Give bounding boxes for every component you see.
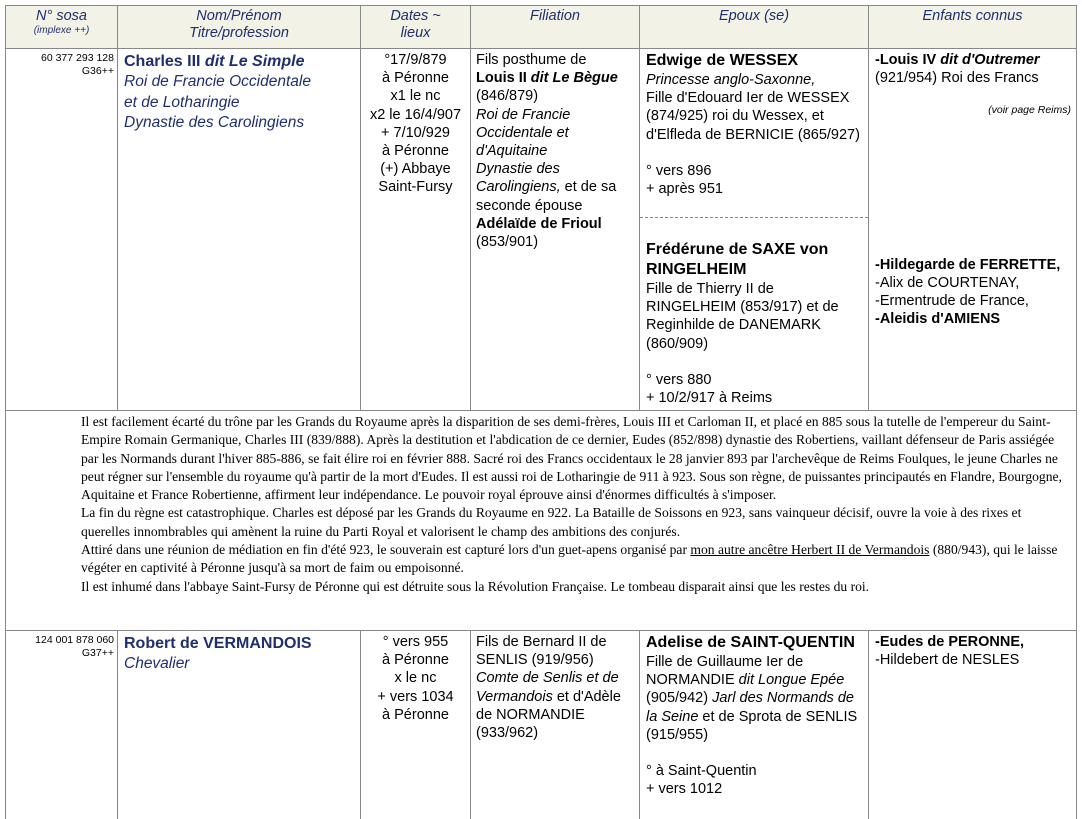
spouse-1-desc: Fille de Guillaume Ier de NORMANDIE dit Longue Epée (905/942) Jarl des Normands de la Seine et de Sprota de SENLIS (915/955) [646, 654, 858, 743]
child-ermentrude: -Ermentrude de France, [875, 293, 1029, 310]
genealogy-table [5, 5, 1077, 819]
spouse-cell [640, 631, 869, 819]
spouse-1-name: Edwige de WESSEX [646, 52, 799, 69]
header-epoux: Epoux (se) [640, 6, 869, 49]
header-enfants: Enfants connus [869, 6, 1077, 49]
child-eudes: -Eudes de PERONNE, [875, 634, 1025, 650]
date-line: + 7/10/929 [381, 124, 450, 141]
spouse-1-birth: ° à Saint-Quentin [646, 763, 757, 780]
date-line: x le nc [394, 670, 437, 687]
see-page-link[interactable]: (voir page Reims) [988, 104, 1071, 117]
ancestor-link[interactable]: mon autre ancêtre Herbert II de Vermandois [690, 542, 930, 558]
date-line: x2 le 16/4/907 [369, 106, 462, 123]
date-line: Saint-Fursy [378, 179, 453, 196]
children-cell [869, 49, 1077, 411]
person-name: Robert de VERMANDOIS [124, 635, 312, 652]
bio-paragraph: La fin du règne est catastrophique. Charles est déposé par les Grands du Royaume en 922. La Bataille de Soissons en 923, sans vainqueur décisif, ouvre la voie à des rixes et querelles innombrables qui amènent la ruine du Parti Royal et valorisent le champ des ambitions des conjurés. [81, 505, 1022, 539]
spouse-1 [640, 631, 868, 798]
sosa-number: 124 001 878 060 [35, 634, 114, 646]
generation-label: G37++ [81, 646, 114, 659]
bio-paragraph: Il est facilement écarté du trône par les Grands du Royaume après la disparition de ses demi-frères, Louis III et Carloman II, et placé en 885 sous la tutelle de l'empereur du Saint-Empire Romain Germanique, Charles III (839/888). Après la destitution et l'abdication de ce dernier, Eudes (852/898) dynastie des Robertiens, vaillant défenseur de Paris assiégée par les Normands durant l'hiver 885-886, se fait élire roi en février 888. Sacré roi des Francs occidentaux le 28 janvier 893 par l'archevêque de Reims Foulques, le jeune Charles ne peut régner sur l'ensemble du royaume qu'à partir de la mort d'Eudes. Il est aussi roi de Lotharingie de 911 à 923. Sous son règne, de puissantes principautés en Flandre, Bourgogne, Aquitaine et France Robertienne, affirment leur indépendance. Le pouvoir royal éprouve ainsi d'énormes difficultés à s'imposer. [81, 414, 1062, 503]
child-alix: -Alix de COURTENAY, [875, 274, 1020, 291]
header-dates: Dates ~ lieux [361, 6, 471, 49]
spouse-1-title: Princesse anglo-Saxonne, [646, 72, 816, 88]
person-row-robert [6, 631, 1077, 819]
person-title: Chevalier [124, 655, 190, 672]
child-hildegarde: -Hildegarde de FERRETTE, [875, 256, 1061, 273]
date-line: (+) Abbaye [380, 161, 451, 178]
person-title-1: Roi de Francie Occidentale [124, 73, 311, 90]
biography-row [6, 411, 1077, 631]
date-line: à Péronne [382, 652, 449, 669]
filiation-cell: Fils posthume de Louis II dit Le Bègue (846/879) Roi de Francie Occidentale et d'Aquitaine Dynastie des Carolingiens, et de sa seconde épouse Adélaïde de Frioul (853/901) [471, 49, 640, 411]
spouse-1-desc: Fille d'Edouard Ier de WESSEX (874/925) roi du Wessex, et d'Elfleda de BERNICIE (865/927) [646, 90, 860, 143]
sosa-number: 60 377 293 128 [41, 52, 114, 64]
date-line: ° vers 955 [382, 634, 449, 650]
name-cell [118, 631, 361, 819]
sosa-cell [6, 631, 118, 819]
spouse-2-death: + 10/2/917 à Reims [646, 390, 773, 407]
person-name: Charles III dit Le Simple [124, 53, 305, 70]
spouse-1-birth: ° vers 896 [646, 162, 712, 179]
date-line: à Péronne [382, 70, 449, 87]
bio-paragraph: Il est inhumé dans l'abbaye Saint-Fursy de Péronne qui est détruite sous la Révolution Française. Le tombeau disparait ainsi que les restes du roi. [81, 578, 870, 594]
person-title-3: Dynastie des Carolingiens [124, 114, 305, 131]
dates-cell [361, 49, 471, 411]
spouse-2 [640, 218, 868, 407]
children-cell [869, 631, 1077, 819]
spouse-1-death: + après 951 [646, 181, 723, 198]
header-filiation: Filiation [471, 6, 640, 49]
date-line: + vers 1034 [377, 688, 454, 705]
filiation-cell: Fils de Bernard II de SENLIS (919/956) Comte de Senlis et de Vermandois et d'Adèle de NORMANDIE (933/962) [471, 631, 640, 819]
date-line: °17/9/879 [384, 52, 447, 68]
header-sosa: N° sosa (implexe ++) [6, 6, 118, 49]
name-cell [118, 49, 361, 411]
mother-name: Adélaïde de Frioul [476, 215, 602, 232]
date-line: à Péronne [382, 143, 449, 160]
child-louis: -Louis IV dit d'Outremer [875, 52, 1040, 68]
spouse-2-desc: Fille de Thierry II de RINGELHEIM (853/917) et de Reginhilde de DANEMARK (860/909) [646, 281, 839, 352]
spouse-1-name: Adelise de SAINT-QUENTIN [646, 634, 855, 651]
father-name: Louis II dit Le Bègue [476, 70, 618, 87]
spouse-cell [640, 49, 869, 411]
spouse-2-birth: ° vers 880 [646, 371, 712, 388]
sosa-cell [6, 49, 118, 411]
biography-cell [6, 411, 1077, 631]
child-hildebert: -Hildebert de NESLES [875, 652, 1020, 669]
dates-cell [361, 631, 471, 819]
spouse-1 [640, 49, 868, 214]
bio-paragraph: Attiré dans une réunion de médiation en fin d'été 923, le souverain est capturé lors d'un guet-apens organisé par mon autre ancêtre Herbert II de Vermandois (880/943), qui le laisse végéter en captivité à Péronne jusqu'à sa mort de faim ou empoisonné. [81, 542, 1058, 576]
child-aleidis: -Aleidis d'AMIENS [875, 311, 1001, 328]
child-louis-detail: (921/954) Roi des Francs [875, 70, 1039, 87]
date-line: x1 le nc [390, 88, 441, 105]
header-nom: Nom/Prénom Titre/profession [118, 6, 361, 49]
spouse-1-death: + vers 1012 [646, 781, 723, 798]
person-row-charles [6, 49, 1077, 411]
spouse-2-name: Frédérune de SAXE von RINGELHEIM [646, 241, 829, 278]
person-title-2: et de Lotharingie [124, 93, 240, 111]
header-row [6, 6, 1077, 49]
generation-label: G36++ [81, 64, 114, 77]
date-line: à Péronne [382, 706, 449, 723]
